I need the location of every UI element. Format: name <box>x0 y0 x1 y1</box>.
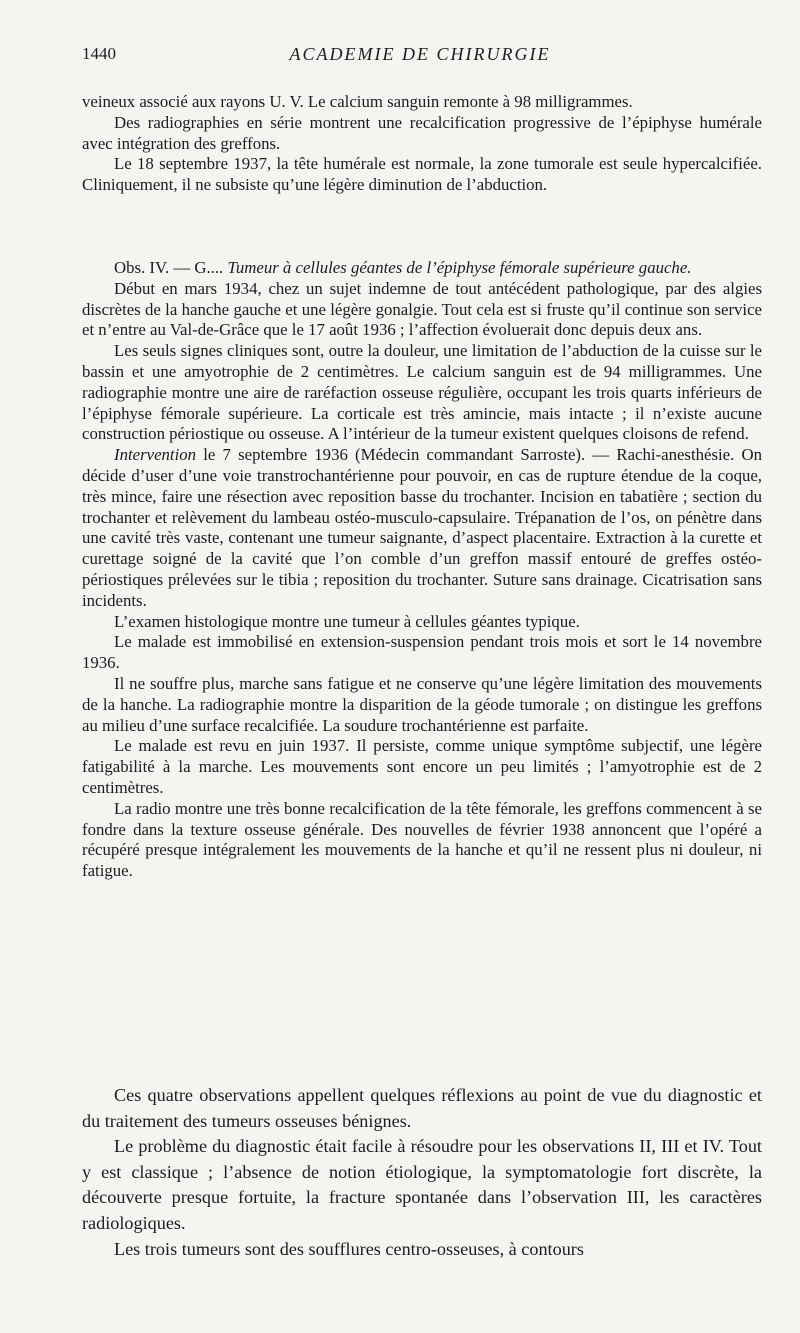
paragraph: Les seuls signes cliniques sont, outre la douleur, une limitation de l’abduction de la cuisse sur le bassin et une amyotrophie de 2 centimètres. Le calcium sanguin est de 94 milligrammes. Une radiographie montre une aire de raréfaction osseuse régulière, occupant les trois quarts inférieurs de l’épiphyse fémorale supérieure. La corticale est très amincie, mais intacte ; il n’existe aucune construction périostique ou osseuse. A l’intérieur de la tumeur existent quelques cloisons de refend. <box>82 341 762 444</box>
paragraph: La radio montre une très bonne recalcification de la tête fémorale, les greffons commencent à se fondre dans la texture osseuse générale. Des nouvelles de février 1938 annoncent que l’opéré a récupéré presque intégralement les mouvements de la hanche et qu’il ne ressent plus ni douleur, ni fatigue. <box>82 798 762 881</box>
paragraph: Le problème du diagnostic était facile à résoudre pour les observations II, III et IV. Tout y est classique ; l’absence de notion étiologique, la symptomatologie fort discrète, la découverte presque fortuite, la fracture spontanée dans l’observation III, les caractères radiologiques. <box>82 1136 762 1233</box>
paragraph: Le malade est revu en juin 1937. Il persiste, comme unique symptôme subjectif, une légère fatigabilité à la marche. Les mouvements sont encore un peu limités ; l’amyotrophie est de 2 centimètres. <box>82 736 762 797</box>
paragraph: Il ne souffre plus, marche sans fatigue et ne conserve qu’une légère limitation des mouvements de la hanche. La radiographie montre la disparition de la géode tumorale ; on distingue les greffons au milieu d’une surface recalcifiée. La soudure trochantérienne est parfaite. <box>82 673 762 735</box>
paragraph: L’examen histologique montre une tumeur à cellules géantes typique. <box>114 611 580 631</box>
observation-label: Obs. IV. — G.... <box>114 258 224 277</box>
page-number: 1440 <box>82 44 116 63</box>
paragraph: Début en mars 1934, chez un sujet indemne de tout antécédent pathologique, par des algies discrètes de la hanche gauche et une légère gonalgie. Tout cela est si fruste qu’il continue son service et n’entre au Val-de-Grâce que le 17 août 1936 ; l’affection évoluerait donc depuis deux ans. <box>82 278 762 340</box>
paragraph: Le malade est immobilisé en extension-suspension pendant trois mois et sort le 14 novembre 1936. <box>82 632 762 673</box>
paragraph: Le 18 septembre 1937, la tête humérale est normale, la zone tumorale est seule hypercalcifiée. Cliniquement, il ne subsiste qu’une légère diminution de l’abduction. <box>82 154 762 195</box>
paragraph: Ces quatre observations appellent quelques réflexions au point de vue du diagnostic et du traitement des tumeurs osseuses bénignes. <box>82 1085 762 1131</box>
intervention-paragraph <box>82 445 762 611</box>
observation-3-end <box>82 92 762 196</box>
intervention-text: le 7 septembre 1936 (Médecin commandant Sarroste). — Rachi-anesthésie. On décide d’user d’une voie transtrochantérienne pour pouvoir, en cas de rupture étendue de la coque, très mince, faire une résection avec reposition basse du trochanter. Incision en tabatière ; section du trochanter et relèvement du lambeau ostéo-musculo-capsulaire. Trépanation de l’os, on pénètre dans une cavité très vaste, contenant une tumeur saignante, d’aspect placentaire. Extraction à la curette et curettage soigné de la cavité que l’on comble d’un greffon massif entouré de greffes ostéo-périostiques prélevées sur le tibia ; reposition du trochanter. Suture sans drainage. Cicatrisation sans incidents. <box>82 445 762 610</box>
page-header <box>82 44 758 72</box>
paragraph: veineux associé aux rayons U. V. Le calcium sanguin remonte à 98 milligrammes. <box>82 92 633 111</box>
paragraph: Les trois tumeurs sont des soufflures centro-osseuses, à contours <box>114 1238 584 1259</box>
intervention-label: Intervention <box>114 445 197 465</box>
paragraph: Des radiographies en série montrent une recalcification progressive de l’épiphyse humérale avec intégration des greffons. <box>82 112 762 153</box>
observation-title: Tumeur à cellules géantes de l’épiphyse fémorale supérieure gauche. <box>227 258 692 277</box>
discussion-section <box>82 1083 762 1262</box>
observation-heading <box>82 258 762 279</box>
running-title: ACADEMIE DE CHIRURGIE <box>289 44 551 64</box>
observation-4 <box>82 258 762 882</box>
